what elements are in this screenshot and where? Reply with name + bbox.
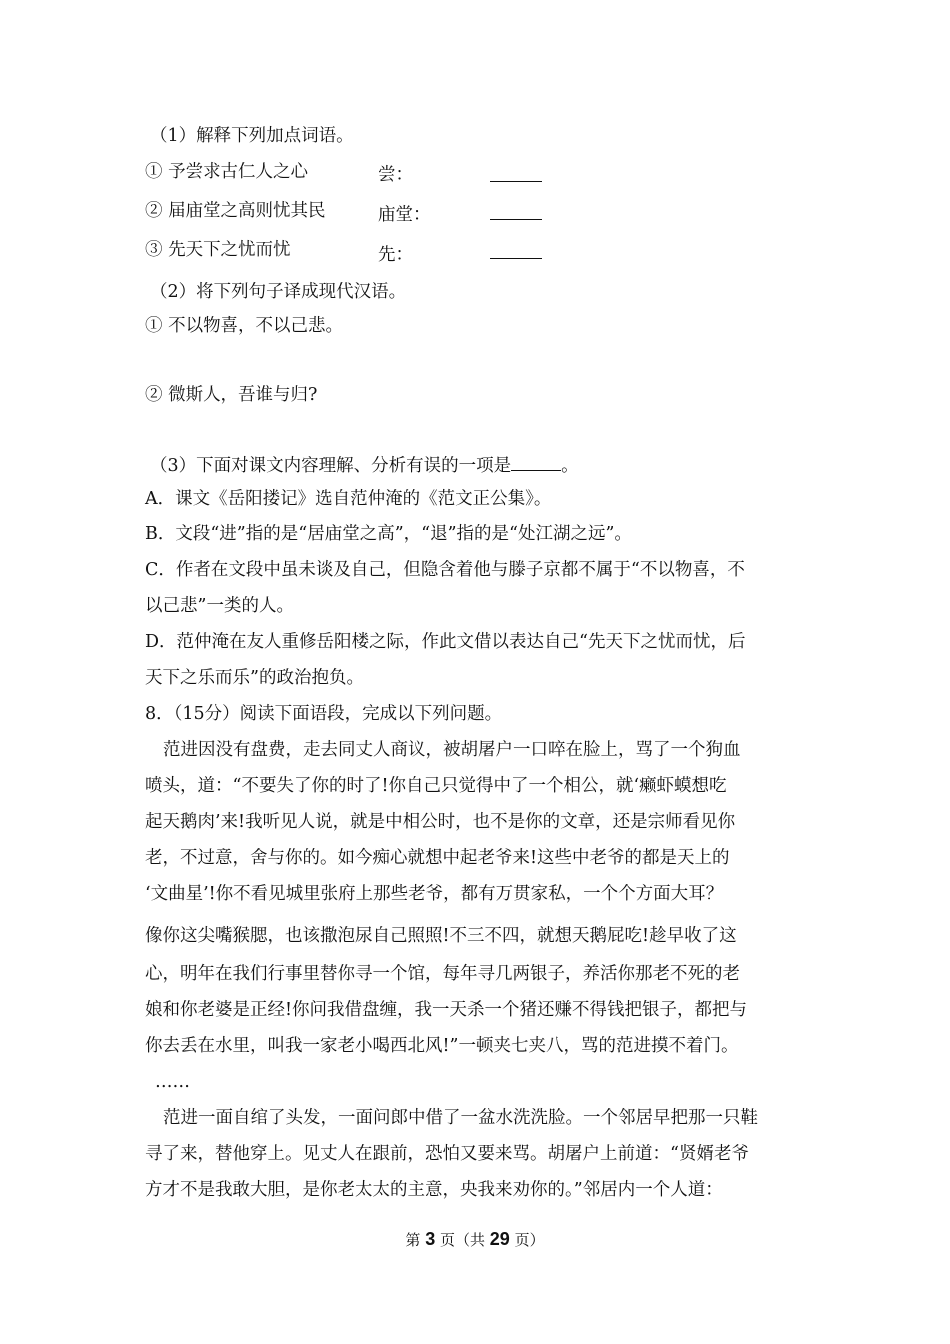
answer-blank	[490, 181, 542, 182]
word-sentence: ① 予尝求古仁人之心	[145, 162, 309, 182]
passage-line: 心，明年在我们行事里替你寻一个馆，每年寻几两银子，养活你那老不死的老	[145, 964, 740, 984]
passage-line: 你去丢在水里，叫我一家老小喝西北风!”一顿夹七夹八，骂的范进摸不着门。	[145, 1036, 739, 1056]
passage-line: 老，不过意，舍与你的。如今痴心就想中起老爷来!这些中老爷的都是天上的	[145, 848, 730, 868]
passage-line: 范进因没有盘费，走去同丈人商议，被胡屠户一口啐在脸上，骂了一个狗血	[163, 740, 741, 760]
translate-sentence-1: ① 不以物喜，不以己悲。	[145, 316, 344, 336]
passage-line: 起天鹅肉’来!我听见人说，就是中相公时，也不是你的文章，还是宗师看见你	[145, 812, 736, 832]
page-footer: 第 3 页（共 29 页）	[405, 1229, 545, 1249]
word-sentence: ② 届庙堂之高则忧其民	[145, 201, 326, 221]
word-label: 尝：	[378, 165, 413, 185]
word-label: 庙堂：	[378, 205, 431, 225]
passage-line: 寻了来，替他穿上。见丈人在跟前，恐怕又要来骂。胡屠户上前道：“贤婿老爷	[145, 1144, 749, 1164]
option-d-cont: 天下之乐而乐”的政治抱负。	[145, 668, 364, 688]
option-d: D．范仲淹在友人重修岳阳楼之际，作此文借以表达自己“先天下之忧而忧，后	[145, 632, 746, 652]
passage-line: 方才不是我敢大胆，是你老太太的主意，央我来劝你的。”邻居内一个人道：	[145, 1180, 723, 1200]
passage-line: ‘文曲星’!你不看见城里张府上那些老爷，都有万贯家私，一个个方面大耳？	[145, 884, 724, 904]
page-total: 29	[489, 1229, 510, 1249]
passage-line: 娘和你老婆是正经!你问我借盘缠，我一天杀一个猪还赚不得钱把银子，都把与	[145, 1000, 748, 1020]
word-item-1	[145, 160, 308, 184]
translate-sentence-2: ② 微斯人，吾谁与归?	[145, 385, 318, 405]
passage-line: 像你这尖嘴猴腮，也该撒泡尿自己照照!不三不四，就想天鹅屁吃!趁早收了这	[145, 926, 737, 946]
passage-line: 喷头，道：“不要失了你的时了!你自己只觉得中了一个相公，就‘癞虾蟆想吃	[145, 776, 727, 796]
ellipsis: ……	[155, 1072, 190, 1092]
answer-blank	[490, 258, 542, 259]
part3-title: （3）下面对课文内容理解、分析有误的一项是 。	[150, 452, 579, 478]
answer-blank	[490, 219, 542, 220]
word-item-2	[145, 199, 326, 223]
part2-title: （2）将下列句子译成现代汉语。	[150, 282, 407, 302]
part1-title: （1）解释下列加点词语。	[150, 126, 354, 146]
option-b: B．文段“进”指的是“居庙堂之高”，“退”指的是“处江湖之远”。	[145, 524, 632, 544]
option-c-cont: 以己悲”一类的人。	[145, 596, 294, 616]
option-c: C．作者在文段中虽未谈及自己，但隐含着他与滕子京都不属于“不以物喜，不	[145, 560, 745, 580]
word-sentence: ③ 先天下之忧而忧	[145, 240, 291, 260]
word-label: 先：	[378, 245, 413, 265]
word-item-3	[145, 238, 291, 262]
passage-line: 范进一面自绾了头发，一面问郎中借了一盆水洗洗脸。一个邻居早把那一只鞋	[163, 1108, 758, 1128]
option-a: A．课文《岳阳搂记》选自范仲淹的《范文正公集》。	[145, 489, 552, 509]
answer-blank	[511, 452, 561, 471]
page-number: 3	[425, 1229, 436, 1249]
question-8-header: 8．（15分）阅读下面语段，完成以下列问题。	[145, 704, 503, 724]
